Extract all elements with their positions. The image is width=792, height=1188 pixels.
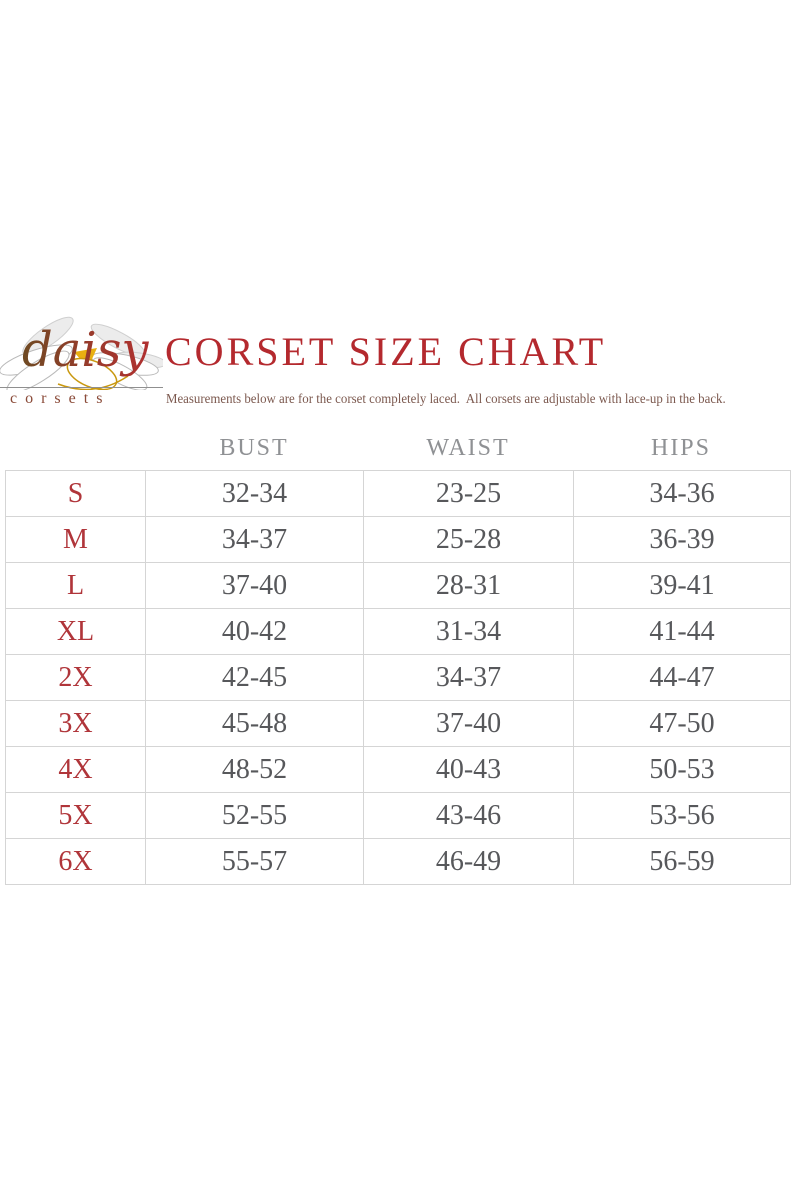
page-subtitle: Measurements below are for the corset completely laced. All corsets are adjustable with lace-up in the back. bbox=[166, 392, 726, 407]
brand-script: daisy bbox=[22, 322, 149, 378]
size-cell: S bbox=[6, 471, 146, 516]
table-row bbox=[6, 471, 790, 517]
measurement-cell: 48-52 bbox=[146, 747, 364, 792]
measurement-cell: 34-36 bbox=[649, 477, 715, 509]
measurement-cell: 39-41 bbox=[649, 569, 715, 601]
table-row bbox=[6, 793, 790, 839]
size-table bbox=[5, 470, 791, 885]
brand-logo bbox=[0, 294, 163, 416]
daisy-flower-icon bbox=[0, 294, 163, 390]
measurement-cell: 53-56 bbox=[649, 799, 715, 831]
measurement-cell: 56-59 bbox=[649, 845, 715, 877]
size-cell: 2X bbox=[6, 655, 146, 700]
measurement-cell: 41-44 bbox=[649, 615, 715, 647]
measurement-cell: 36-39 bbox=[649, 523, 715, 555]
table-row bbox=[6, 655, 790, 701]
measurement-cell: 55-57 bbox=[146, 839, 364, 884]
size-cell: M bbox=[6, 517, 146, 562]
table-row bbox=[6, 701, 790, 747]
size-cell: L bbox=[6, 563, 146, 608]
measurement-cell: 40-42 bbox=[146, 609, 364, 654]
measurement-cell: 34-37 bbox=[146, 517, 364, 562]
column-header-bust: BUST bbox=[219, 435, 289, 461]
table-row bbox=[6, 747, 790, 793]
table-row bbox=[6, 517, 790, 563]
table-column-headers bbox=[5, 435, 789, 462]
column-header-hips: HIPS bbox=[650, 435, 712, 461]
measurement-cell: 31-34 bbox=[364, 609, 574, 654]
measurement-cell: 45-48 bbox=[146, 701, 364, 746]
measurement-cell: 42-45 bbox=[146, 655, 364, 700]
table-row bbox=[6, 839, 790, 884]
measurement-cell: 50-53 bbox=[649, 753, 715, 785]
brand-sub-label: corsets bbox=[10, 390, 111, 407]
size-cell: 5X bbox=[6, 793, 146, 838]
table-row bbox=[6, 563, 790, 609]
size-cell: 6X bbox=[6, 839, 146, 884]
measurement-cell: 32-34 bbox=[146, 471, 364, 516]
size-cell: 3X bbox=[6, 701, 146, 746]
size-cell: 4X bbox=[6, 747, 146, 792]
table-row bbox=[6, 609, 790, 655]
measurement-cell: 37-40 bbox=[146, 563, 364, 608]
measurement-cell: 46-49 bbox=[364, 839, 574, 884]
measurement-cell: 25-28 bbox=[364, 517, 574, 562]
size-cell: XL bbox=[6, 609, 146, 654]
page-title: CORSET SIZE CHART bbox=[165, 329, 607, 374]
measurement-cell: 23-25 bbox=[364, 471, 574, 516]
measurement-cell: 43-46 bbox=[364, 793, 574, 838]
measurement-cell: 40-43 bbox=[364, 747, 574, 792]
measurement-cell: 34-37 bbox=[364, 655, 574, 700]
column-header-waist: WAIST bbox=[426, 435, 510, 461]
measurement-cell: 37-40 bbox=[364, 701, 574, 746]
measurement-cell: 44-47 bbox=[649, 661, 715, 693]
brand-divider bbox=[0, 387, 163, 388]
measurement-cell: 28-31 bbox=[364, 563, 574, 608]
measurement-cell: 52-55 bbox=[146, 793, 364, 838]
measurement-cell: 47-50 bbox=[649, 707, 715, 739]
